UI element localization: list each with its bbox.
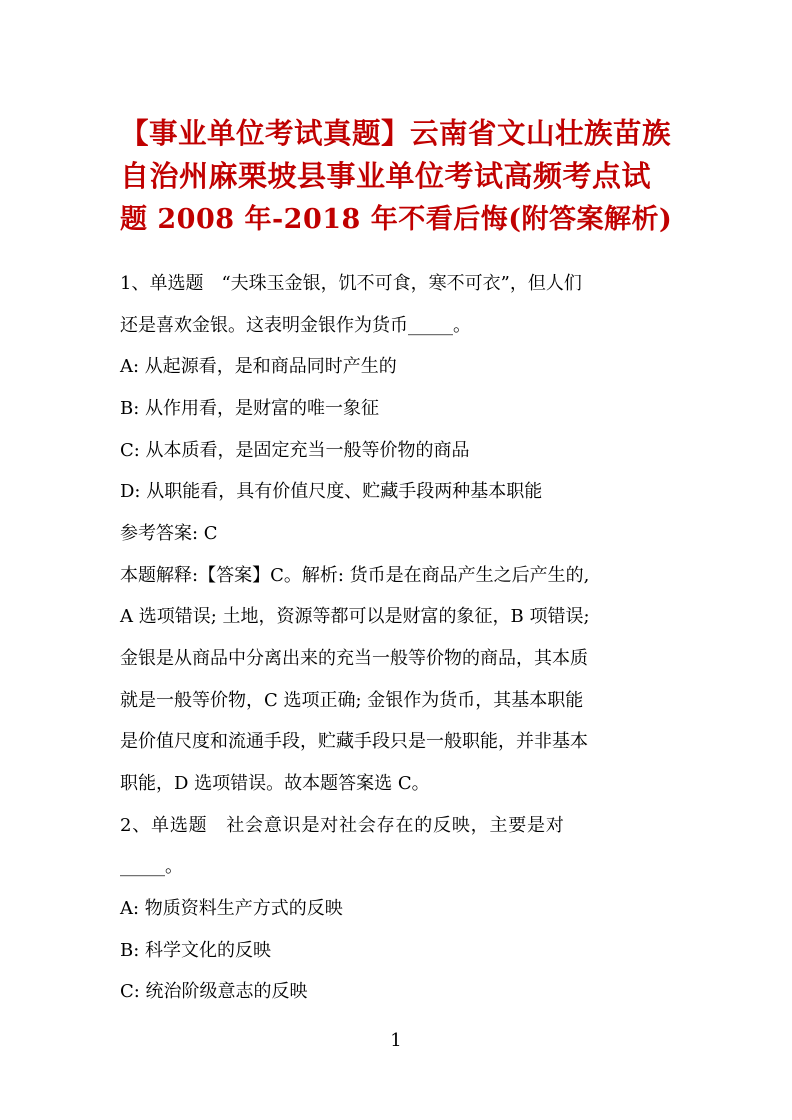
question-2-option-b: B: 科学文化的反映 (120, 940, 272, 961)
question-1-option-a: A: 从起源看，是和商品同时产生的 (120, 356, 397, 377)
question-1-answer: 参考答案: C (120, 523, 218, 544)
title-line-2: 自治州麻栗坡县事业单位考试高频考点试 (120, 159, 652, 193)
question-1-explanation-line-3: 金银是从商品中分离出来的充当一般等价物的商品，其本质 (120, 648, 588, 669)
question-1-option-b: B: 从作用看，是财富的唯一象征 (120, 398, 380, 419)
question-1-option-d: D: 从职能看，具有价值尺度、贮藏手段两种基本职能 (120, 481, 543, 502)
title-line-3: 题 2008 年-2018 年不看后悔(附答案解析) (120, 204, 673, 235)
question-2-option-a: A: 物质资料生产方式的反映 (120, 898, 343, 919)
question-1-stem-line-1: 1、单选题 “夫珠玉金银，饥不可食，寒不可衣”，但人们 (120, 273, 582, 294)
question-1-option-c: C: 从本质看，是固定充当一般等价物的商品 (120, 440, 470, 461)
document-title (120, 112, 676, 241)
question-2-option-c: C: 统治阶级意志的反映 (120, 981, 308, 1002)
question-1-explanation-line-4: 就是一般等价物，C 选项正确; 金银作为货币，其基本职能 (120, 690, 584, 711)
question-1-explanation-line-5: 是价值尺度和流通手段，贮藏手段只是一般职能，并非基本 (120, 731, 588, 752)
question-2-stem-line-2: _____。 (120, 856, 183, 877)
page-number: 1 (390, 1030, 402, 1051)
question-1-explanation-line-6: 职能，D 选项错误。故本题答案选 C。 (120, 773, 430, 794)
question-2-stem-line-1: 2、单选题 社会意识是对社会存在的反映，主要是对 (120, 815, 565, 836)
question-1-stem-line-2: 还是喜欢金银。这表明金银作为货币_____。 (120, 315, 471, 336)
question-1-explanation-line-2: A 选项错误; 土地，资源等都可以是财富的象征，B 项错误; (120, 606, 590, 627)
title-line-1: 【事业单位考试真题】云南省文山壮族苗族 (120, 116, 672, 150)
question-1-explanation-line-1: 本题解释:【答案】C。解析: 货币是在商品产生之后产生的, (120, 565, 590, 586)
